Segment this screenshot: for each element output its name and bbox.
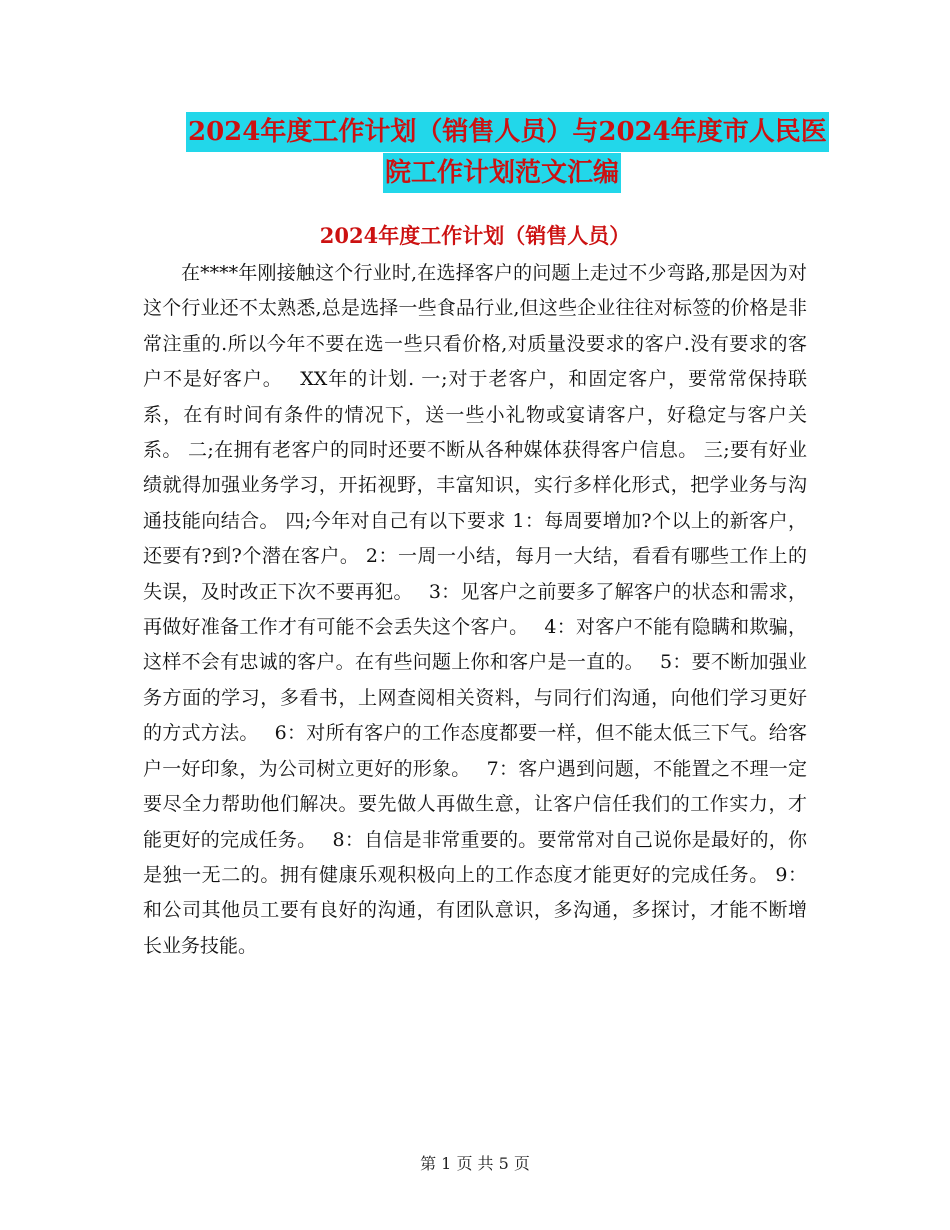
- page-footer: 第 1 页 共 5 页: [420, 1154, 530, 1173]
- document-title-line-2: 院工作计划范文汇编: [383, 153, 621, 193]
- document-title-line-1: 2024年度工作计划（销售人员）与2024年度市人民医: [186, 112, 829, 152]
- section-heading: 2024年度工作计划（销售人员）: [319, 223, 631, 248]
- body-paragraph: 在****年刚接触这个行业时,在选择客户的问题上走过不少弯路,那是因为对这个行业还不太熟悉,总是选择一些食品行业,但这些企业往往对标签的价格是非常注重的.所以今年不要在选一些只看价格,对质量没要求的客户.没有要求的客户不是好客户。 XX年的计划. 一;对于老客户，和固定客户，要常常保持联系，在有时间有条件的情况下，送一些小礼物或宴请客户，好稳定与客户关系。 二;在拥有老客户的同时还要不断从各种媒体获得客户信息。 三;要有好业绩就得加强业务学习，开拓视野，丰富知识，实行多样化形式，把学业务与沟通技能向结合。 四;今年对自己有以下要求 1：每周要增加?个以上的新客户，还要有?到?个潜在客户。 2：一周一小结，每月一大结，看看有哪些工作上的失误，及时改正下次不要再犯。 3：见客户之前要多了解客户的状态和需求，再做好准备工作才有可能不会丢失这个客户。 4：对客户不能有隐瞒和欺骗，这样不会有忠诚的客户。在有些问题上你和客户是一直的。 5：要不断加强业务方面的学习，多看书，上网查阅相关资料，与同行们沟通，向他们学习更好的方式方法。 6：对所有客户的工作态度都要一样，但不能太低三下气。给客户一好印象，为公司树立更好的形象。 7：客户遇到问题，不能置之不理一定要尽全力帮助他们解决。要先做人再做生意，让客户信任我们的工作实力，才能更好的完成任务。 8：自信是非常重要的。要常常对自己说你是最好的，你是独一无二的。拥有健康乐观积极向上的工作态度才能更好的完成任务。 9：和公司其他员工要有良好的沟通，有团队意识，多沟通，多探讨，才能不断增长业务技能。: [143, 262, 807, 957]
